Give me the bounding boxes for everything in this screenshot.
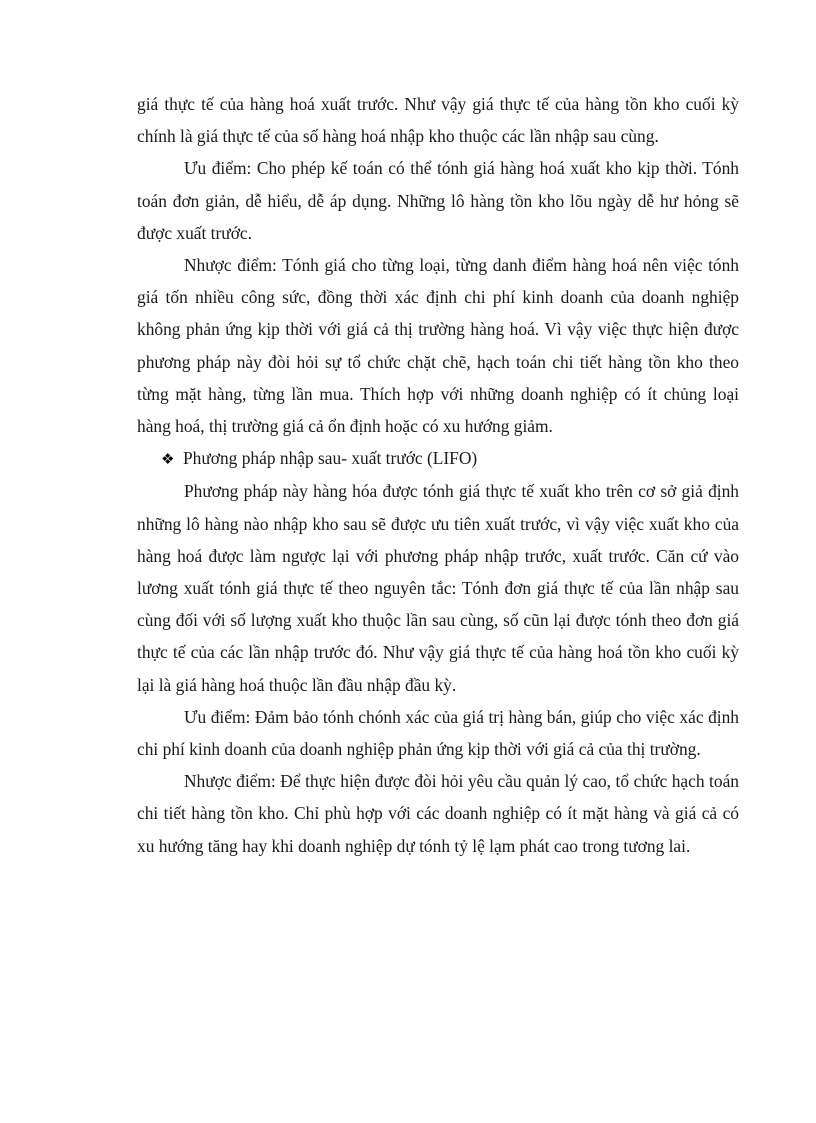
paragraph-continuation: giá thực tế của hàng hoá xuất trước. Như vậy giá thực tế của hàng tồn kho cuối kỳ chính là giá thực tế của số hàng hoá nhập kho thuộc các lần nhập sau cùng. [137, 94, 739, 147]
paragraph-disadvantages-fifo: Nhược điểm: Tónh giá cho từng loại, từng danh điểm hàng hoá nên việc tónh giá tốn nhiều công sức, đồng thời xác định chi phí kinh doanh của doanh nghiệp không phản ứng kịp thời với giá cả thị trường hàng hoá. Vì vậy việc thực hiện được phương pháp này đòi hỏi sự tổ chức chặt chẽ, hạch toán chi tiết hàng tồn kho theo từng mặt hàng, từng lần mua. Thích hợp với những doanh nghiệp có ít chủng loại hàng hoá, thị trường giá cả ổn định hoặc có xu hướng giảm. [137, 255, 739, 437]
paragraph-advantages-fifo: Ưu điểm: Cho phép kế toán có thể tónh giá hàng hoá xuất kho kịp thời. Tónh toán đơn giản, dễ hiểu, dễ áp dụng. Những lô hàng tồn kho lõu ngày dễ hư hỏng sẽ được xuất trước. [137, 158, 739, 243]
paragraph-disadvantages-lifo: Nhược điểm: Để thực hiện được đòi hỏi yêu cầu quản lý cao, tổ chức hạch toán chi tiết hàng tồn kho. Chỉ phù hợp với các doanh nghiệp có ít mặt hàng và giá cả có xu hướng tăng hay khi doanh nghiệp dự tónh tỷ lệ lạm phát cao trong tương lai. [137, 771, 739, 856]
document-page [137, 88, 739, 862]
paragraph-advantages-lifo: Ưu điểm: Đảm bảo tónh chónh xác của giá trị hàng bán, giúp cho việc xác định chi phí kinh doanh của doanh nghiệp phản ứng kịp thời với giá cả của thị trường. [137, 706, 739, 760]
section-heading-text: Phương pháp nhập sau- xuất trước (LIFO) [183, 448, 478, 469]
section-heading-lifo [137, 442, 739, 475]
diamond-bullet-icon: ❖ [161, 450, 175, 469]
paragraph-lifo-description: Phương pháp này hàng hóa được tónh giá thực tế xuất kho trên cơ sở giả định những lô hàng nào nhập kho sau sẽ được ưu tiên xuất trước, vì vậy việc xuất kho của hàng hoá được làm ngược lại với phương pháp nhập trước, xuất trước. Căn cứ vào lương xuất tónh giá thực tế theo nguyên tắc: Tónh đơn giá thực tế của lần nhập sau cùng đối với số lượng xuất kho thuộc lần sau cùng, số cũn lại được tónh theo đơn giá thực tế của các lần nhập trước đó. Như vậy giá thực tế của hàng hoá tồn kho cuối kỳ lại là giá hàng hoá thuộc lần đầu nhập đầu kỳ. [137, 481, 739, 695]
